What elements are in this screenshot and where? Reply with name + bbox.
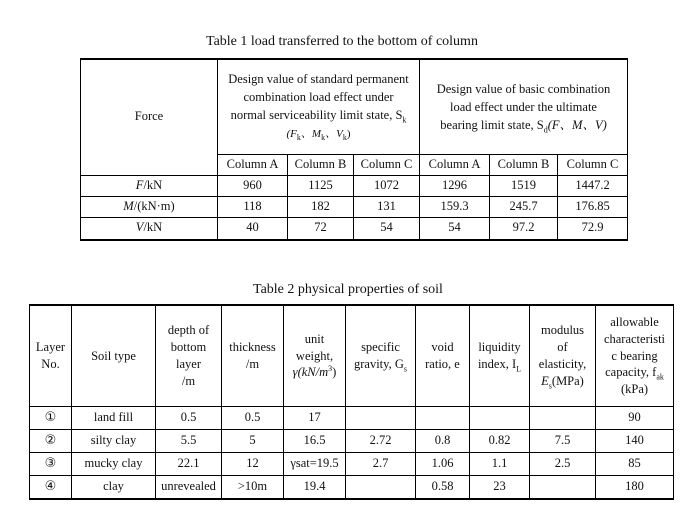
column-header: Column A xyxy=(420,154,490,175)
thickness-cell: 0.5 xyxy=(222,407,284,430)
bearing-cell: 180 xyxy=(596,476,674,500)
layer-header-line: No. xyxy=(41,357,60,371)
row-label-unit: /kN xyxy=(143,220,163,235)
depth-header-line: bottom xyxy=(170,340,207,355)
group1-vk-sub: k xyxy=(342,133,347,143)
row-label xyxy=(81,217,218,240)
specific-gravity-cell xyxy=(346,476,416,500)
group1-line3-sub: k xyxy=(402,115,407,125)
table-row xyxy=(30,430,674,453)
table1-load-transferred xyxy=(80,58,628,241)
modulus-header-line: of xyxy=(557,340,568,355)
group2-line2: load effect under the ultimate xyxy=(450,99,597,114)
table-row xyxy=(30,407,674,430)
group1-fk-sub: k xyxy=(296,133,301,143)
void-ratio-header-line: void xyxy=(431,340,454,355)
depth-header xyxy=(156,305,222,407)
bearing-header-line: capacity, f xyxy=(605,365,657,380)
row-label xyxy=(81,175,218,196)
void-ratio-header xyxy=(416,305,470,407)
table-cell: 40 xyxy=(218,217,288,240)
table2-soil-properties xyxy=(29,304,674,500)
thickness-cell: 12 xyxy=(222,453,284,476)
table-cell: 1519 xyxy=(490,175,558,196)
modulus-sub: s xyxy=(548,381,552,391)
group2-line3: bearing limit state, S xyxy=(440,117,544,132)
modulus-header-line: modulus xyxy=(540,323,585,338)
table-cell: 159.3 xyxy=(420,196,490,217)
layer-header-line: Layer xyxy=(35,340,66,355)
void-ratio-cell xyxy=(416,407,470,430)
unit-weight-header-line: γ(kN/m xyxy=(292,365,329,380)
modulus-header-line: elasticity, xyxy=(538,357,587,371)
layer-number: ② xyxy=(30,430,72,453)
table-cell: 118 xyxy=(218,196,288,217)
row-label xyxy=(81,196,218,217)
table-cell: 72 xyxy=(288,217,354,240)
row-label-symbol: M xyxy=(123,198,134,213)
thickness-header xyxy=(222,305,284,407)
group1-vk: 、V xyxy=(325,128,343,141)
table-row xyxy=(30,453,674,476)
table-cell: 1447.2 xyxy=(558,175,628,196)
unit-weight-header-line: unit xyxy=(304,331,325,346)
table2-caption: Table 2 physical properties of soil xyxy=(253,282,443,297)
liquidity-header-line: liquidity xyxy=(478,340,521,355)
depth-cell: 0.5 xyxy=(156,407,222,430)
soil-type-header: Soil type xyxy=(72,305,156,407)
liquidity-cell: 0.82 xyxy=(470,430,530,453)
liquidity-index-header xyxy=(470,305,530,407)
table-row xyxy=(30,476,674,500)
bearing-header-line: allowable xyxy=(610,314,659,329)
table-cell: 960 xyxy=(218,175,288,196)
table-cell: 72.9 xyxy=(558,217,628,240)
layer-number: ④ xyxy=(30,476,72,500)
bearing-cell: 85 xyxy=(596,453,674,476)
specific-gravity-sub: s xyxy=(403,364,407,374)
unit-weight-cell: 19.4 xyxy=(284,476,346,500)
specific-gravity-header-line: specific xyxy=(361,340,400,355)
bearing-sub: ak xyxy=(656,372,664,382)
table-cell: 245.7 xyxy=(490,196,558,217)
layer-number: ③ xyxy=(30,453,72,476)
layer-number: ① xyxy=(30,407,72,430)
bearing-cell: 140 xyxy=(596,430,674,453)
table-cell: 131 xyxy=(354,196,420,217)
column-header: Column B xyxy=(490,154,558,175)
column-header: Column C xyxy=(354,154,420,175)
liquidity-cell: 23 xyxy=(470,476,530,500)
table-cell: 1125 xyxy=(288,175,354,196)
specific-gravity-header-line: gravity, G xyxy=(354,357,404,371)
unit-weight-cell: γsat=19.5 xyxy=(284,453,346,476)
bearing-capacity-header xyxy=(596,305,674,407)
bearing-header-line: c bearing xyxy=(611,348,658,363)
void-ratio-header-line: ratio, e xyxy=(425,357,460,371)
group1-line1: Design value of standard permanent xyxy=(228,72,409,87)
group2-line3-sub: d xyxy=(543,125,548,135)
modulus-unit: (MPa) xyxy=(551,373,584,388)
group1-mk-sub: k xyxy=(321,133,326,143)
table-cell: 182 xyxy=(288,196,354,217)
specific-gravity-header xyxy=(346,305,416,407)
table-cell: 176.85 xyxy=(558,196,628,217)
depth-cell: 5.5 xyxy=(156,430,222,453)
soil-type-cell: silty clay xyxy=(72,430,156,453)
modulus-cell xyxy=(530,407,596,430)
modulus-header xyxy=(530,305,596,407)
table1-caption: Table 1 load transferred to the bottom of column xyxy=(206,34,478,49)
row-label-unit: /kN xyxy=(143,177,163,192)
table-cell: 54 xyxy=(420,217,490,240)
soil-type-cell: land fill xyxy=(72,407,156,430)
column-header: Column A xyxy=(218,154,288,175)
table-row xyxy=(81,175,628,196)
void-ratio-cell: 0.58 xyxy=(416,476,470,500)
table-cell: 54 xyxy=(354,217,420,240)
specific-gravity-cell: 2.7 xyxy=(346,453,416,476)
depth-cell: 22.1 xyxy=(156,453,222,476)
soil-type-cell: clay xyxy=(72,476,156,500)
serviceability-group-header xyxy=(218,59,420,154)
group2-line1: Design value of basic combination xyxy=(436,81,611,96)
liquidity-sub: L xyxy=(516,364,522,374)
table-row xyxy=(81,217,628,240)
unit-weight-header xyxy=(284,305,346,407)
group1-line2: combination load effect under xyxy=(243,90,394,105)
void-ratio-cell: 0.8 xyxy=(416,430,470,453)
row-label-symbol: V xyxy=(135,220,144,235)
unit-weight-cell: 16.5 xyxy=(284,430,346,453)
group1-fk: (F xyxy=(286,128,297,141)
unit-weight-sup: 3 xyxy=(328,364,333,374)
table-cell: 97.2 xyxy=(490,217,558,240)
thickness-header-line: thickness xyxy=(229,340,276,355)
liquidity-cell: 1.1 xyxy=(470,453,530,476)
modulus-cell xyxy=(530,476,596,500)
bearing-header-line: characteristi xyxy=(603,331,666,346)
group1-mk: 、M xyxy=(300,128,322,141)
depth-header-line: /m xyxy=(181,373,196,388)
force-header: Force xyxy=(81,59,218,175)
table-cell: 1072 xyxy=(354,175,420,196)
liquidity-header-line: index, I xyxy=(477,357,517,371)
group1-line3: normal serviceability limit state, S xyxy=(230,108,403,123)
group2-line3-end: (F、M、V) xyxy=(547,117,607,132)
bearing-unit: (kPa) xyxy=(620,382,649,397)
ultimate-group-header xyxy=(420,59,628,154)
modulus-cell: 7.5 xyxy=(530,430,596,453)
liquidity-cell xyxy=(470,407,530,430)
modulus-cell: 2.5 xyxy=(530,453,596,476)
thickness-cell: >10m xyxy=(222,476,284,500)
group1-close-paren: ) xyxy=(346,128,351,141)
specific-gravity-cell xyxy=(346,407,416,430)
modulus-symbol: E xyxy=(541,373,549,388)
unit-weight-cell: 17 xyxy=(284,407,346,430)
void-ratio-cell: 1.06 xyxy=(416,453,470,476)
unit-weight-close: ) xyxy=(332,365,337,380)
row-label-unit: /(kN·m) xyxy=(133,198,175,213)
soil-type-cell: mucky clay xyxy=(72,453,156,476)
row-label-symbol: F xyxy=(135,177,144,192)
thickness-cell: 5 xyxy=(222,430,284,453)
column-header: Column C xyxy=(558,154,628,175)
depth-cell: unrevealed xyxy=(156,476,222,500)
column-header: Column B xyxy=(288,154,354,175)
bearing-cell: 90 xyxy=(596,407,674,430)
specific-gravity-cell: 2.72 xyxy=(346,430,416,453)
unit-weight-header-line: weight, xyxy=(295,348,334,363)
depth-header-line: depth of xyxy=(167,323,210,338)
table-row xyxy=(81,196,628,217)
table-cell: 1296 xyxy=(420,175,490,196)
thickness-header-line: /m xyxy=(245,357,260,371)
layer-no-header xyxy=(30,305,72,407)
depth-header-line: layer xyxy=(176,357,201,371)
